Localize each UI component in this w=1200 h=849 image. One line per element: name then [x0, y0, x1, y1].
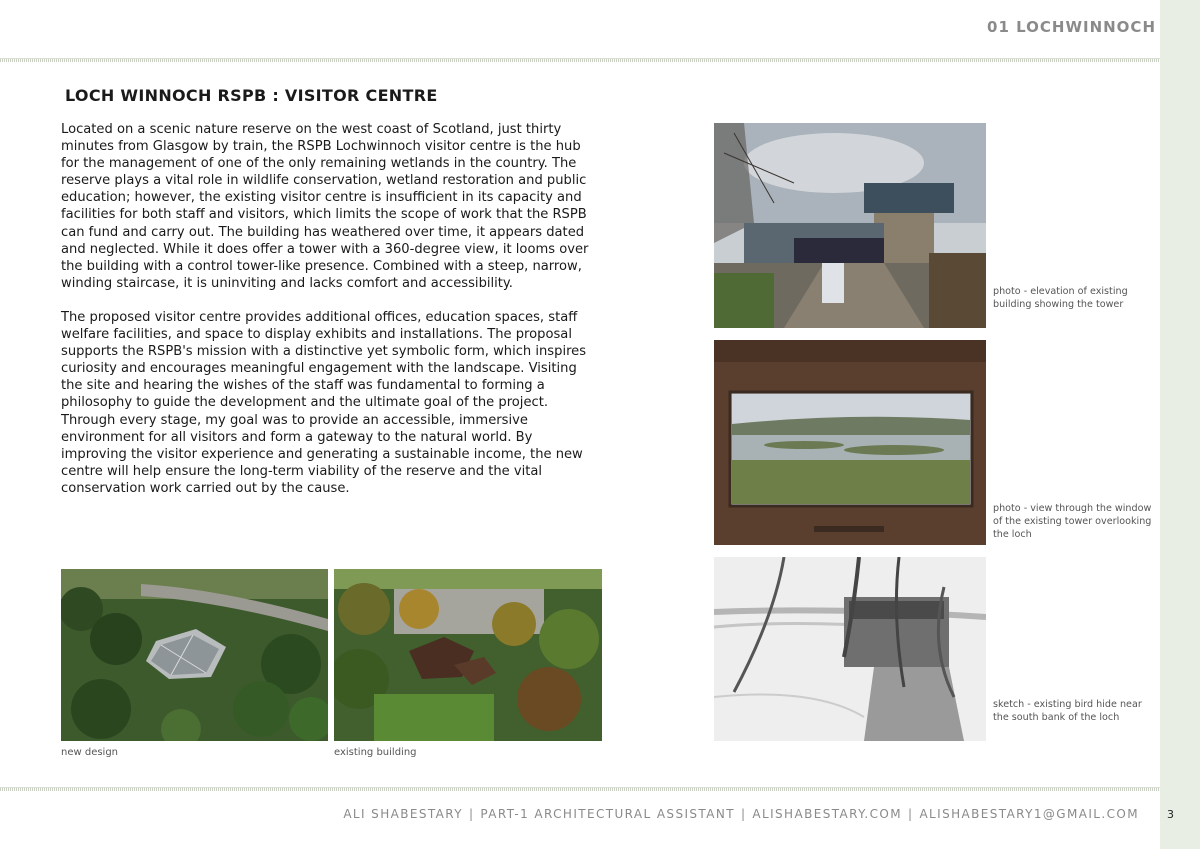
- body-text: [61, 121, 601, 514]
- elevation-caption: photo - elevation of existing building showing the tower: [993, 286, 1128, 310]
- body-paragraph-1: Located on a scenic nature reserve on the west coast of Scotland, just thirty minutes from Glasgow by train, the RSPB Lochwinnoch visitor centre is the hub for the management of one of the only remaining wetlands in the country. The reserve plays a vital role in wildlife conservation, wetland restoration and public education; however, the existing visitor centre is insufficient in its capacity and facilities for both staff and visitors, which limits the scope of work that the RSPB can fund and carry out. The building has weathered over time, it appears dated and neglected. While it does offer a tower with a 360-degree view, it looms over the building with a control tower-like presence. Combined with a steep, narrow, winding staircase, it is uninviting and lacks comfort and accessibility.: [61, 122, 589, 291]
- section-label: 01 LOCHWINNOCH: [987, 18, 1156, 36]
- side-strip: [1160, 0, 1200, 849]
- sketch-caption: sketch - existing bird hide near the south bank of the loch: [993, 699, 1142, 723]
- footer-separator: |: [468, 807, 475, 821]
- window-view-caption: photo - view through the window of the existing tower overlooking the loch: [993, 503, 1152, 540]
- footer: [343, 807, 1139, 821]
- window-view-photo: [714, 340, 986, 545]
- page-title: LOCH WINNOCH RSPB : VISITOR CENTRE: [65, 86, 438, 105]
- footer-role: PART-1 ARCHITECTURAL ASSISTANT: [480, 807, 735, 821]
- footer-name: ALI SHABESTARY: [343, 807, 463, 821]
- page-number: 3: [1167, 808, 1174, 821]
- new-design-aerial-photo: [61, 569, 328, 741]
- existing-building-aerial-photo: [334, 569, 602, 741]
- footer-email-link[interactable]: ALISHABESTARY1@GMAIL.COM: [919, 807, 1139, 821]
- bird-hide-sketch: [714, 557, 986, 741]
- bottom-divider: [0, 787, 1160, 791]
- new-design-caption: new design: [61, 747, 119, 758]
- top-divider: [0, 58, 1160, 62]
- body-paragraph-2: The proposed visitor centre provides additional offices, education spaces, staff welfare facilities, and space to display exhibits and installations. The proposal supports the RSPB's mission with a distinctive yet symbolic form, which inspires curiosity and encourages meaningful engagement with the landscape. Visiting the site and hearing the wishes of the staff was fundamental to forming a philosophy to guide the development and the ultimate goal of the project. Through every stage, my goal was to provide an accessible, immersive environment for all visitors and form a gateway to the natural world. By improving the visitor experience and generating a sustainable income, the new centre will help ensure the long-term viability of the reserve and the vital conservation work carried out by the cause.: [61, 309, 587, 496]
- footer-separator: |: [740, 807, 747, 821]
- elevation-photo: [714, 123, 986, 328]
- existing-building-caption: existing building: [334, 747, 417, 758]
- footer-website-link[interactable]: ALISHABESTARY.COM: [752, 807, 902, 821]
- footer-separator: |: [908, 807, 914, 821]
